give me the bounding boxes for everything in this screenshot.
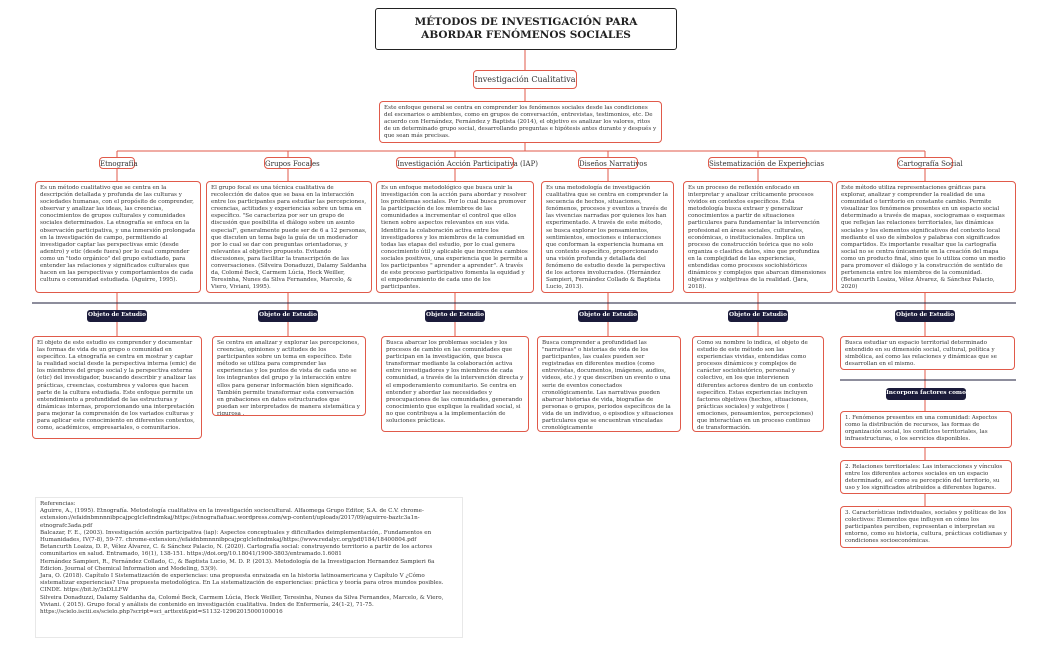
method-objective-etnografia: El objeto de este estudio es comprender y documentar las formas de vida de un grupo o comunidad en específico. La etnografía se centra en mostrar y captar la realidad social desde la perspectiva interna (emic) de los miembros del grupo social y la perspectiva externa (etic) del investigador, buscando describir y analizar las prácticas, creencias, costumbres y valores que hacen parte de la cultura estudiada. Este enfoque permite un entendimiento a profundidad de las estructuras y dinámicas internas, proporcionando una interpretación para mejorar la comprensión de los variados culturas y para aplicar este conocimiento en diferentes contextos, como, académicos, empresariales, o comunitarios. — [32, 336, 202, 439]
references-panel — [35, 497, 463, 638]
factor-item-3: 3. Características individuales, sociales y políticas de los colectivos: Elementos que influyen en cómo los participantes perciben, representan e interpretan su entorno, como su historia, cultura, prácticas cotidianas y condiciones socioeconómicas. — [840, 506, 1012, 548]
method-label-grupos-focales: Grupos Focales — [264, 157, 312, 169]
reference-item: Hernández Sampieri, R., Fernández Collado, C., & Baptista Lucio, M. D. P. (2013). Metodología de la Investigacion Hernandez Sampieri 6a Edicion. Journal of Chemical Information and Modeling, 53(9). — [40, 558, 435, 572]
page-title: MÉTODOS DE INVESTIGACIÓN PARA ABORDAR FENÓMENOS SOCIALES — [375, 8, 677, 50]
references-heading: Referencias: — [40, 501, 76, 507]
objective-badge-cartografia-social: Objeto de Estudio — [895, 310, 955, 322]
method-description-sistematizacion: Es un proceso de reflexión enfocado en interpretar y analizar críticamente procesos vividos en contextos específicos. Esta metodología busca extraer y generalizar conocimientos a partir de situaciones particulares para fundamentar la intervención profesional en áreas sociales, culturales, económicas, o institucionales. Implica un proceso de construcción teórica que no solo organiza o clasifica datos, sino que profundiza en la complejidad de las experiencias, entendidas como procesos sociohistóricos dinámicos y complejos que abarcan dimensiones objetivas y subjetivas de la realidad. (Jara, 2018). — [683, 181, 833, 293]
objective-badge-iap: Objeto de Estudio — [425, 310, 485, 322]
root-label: Investigación Cualitativa — [473, 70, 577, 89]
objective-badge-grupos-focales: Objeto de Estudio — [258, 310, 318, 322]
reference-item: Betancurth Loaiza, D. P., Vélez Álvarez, C. & Sánchez Palacio, N. (2020). Cartografía social: construyendo territorio a partir de los actores comunitarios en salud. Entramado, 16(1), 138-151. https://doi.org/10.18041/1900-3803/entramado.1.6081 — [40, 544, 433, 558]
method-description-cartografia-social: Este método utiliza representaciones gráficas para explorar, analizar y comprender la realidad de una comunidad o territorio en constante cambio. Permite visualizar los fenómenos presentes en un espacio social determinado a través de mapas, sociogramas o esquemas que reflejan las relaciones territoriales, las dinámicas sociales y los elementos significativos del contexto local mediante el uso de símbolos y palabras con significados compartidos. Es importante resaltar que la cartografía social no se centra únicamente en la creación del mapa como un producto final, sino que lo utiliza como un medio para promover el diálogo y la construcción de sentido de pertenencia entre los miembros de la comunidad. (Betancurth Loaiza, Vélez Álvarez, & Sánchez Palacio, 2020) — [836, 181, 1016, 293]
objective-badge-etnografia: Objeto de Estudio — [87, 310, 147, 322]
method-description-etnografia: Es un método cualitativo que se centra en la descripción detallada y profunda de las culturas y sociedades humanas, con el propósito de comprender, observar y analizar las ideas, las creencias, conocimientos de grupos culturales y comunidades sociales determinados. La etnografía se enfoca en la observación participativa, y una inmersión prolongada en la investigación de campo, permitiendo al investigador captar las perspectivas emic (desde adentro) y etic (desde fuera) por lo cual comprender como un "todo orgánico" del grupo estudiado, para entender las relaciones y significados culturales que hacen en las perspectivas y comportamientos de cada cultura o comunidad estudiada. (Aguirre, 1995). — [35, 181, 201, 293]
reference-item: Aguirre, A., (1995). Etnografía. Metodología cualitativa en la investigación sociocultural. Alfaomega Grupo Editor, S.A. de C.V. chrome-extension://efaidnbmnnnibpcajpcglclefindmkaj/https://etnografiafuac.wordpress.com/wp-content/uploads/2017/09/aguirre-baztc3a1n-etnografc3ada.pdf — [40, 508, 424, 529]
method-label-cartografia-social: Cartografía Social — [897, 157, 953, 169]
reference-item: Balcazar, F. E., (2003). Investigación acción participativa (iap): Aspectos conceptuales y dificultades deimplementación,. Fundamentos en Humanidades, IV(7-8), 59-77. chrome-extension://efaidnbmnnnibpcajpcglclefindmkaj/https://www.redalyc.org/pdf/184/18400804.pdf — [40, 529, 432, 544]
objective-badge-disenos-narrativos: Objeto de Estudio — [578, 310, 638, 322]
root-description: Este enfoque general se centra en comprender los fenómenos sociales desde las condiciones del escenarios o ambientes, como en grupos de conversación, entrevistas, testimonios, etc. De acuerdo con Hernández, Fernández y Baptista (2014), el objetivo es analizar los valores, ritos de un determinado grupo social, desarrollando preguntas e hipótesis antes durante y después y que sean más precisas. — [379, 101, 662, 143]
method-objective-grupos-focales: Se centra en analizar y explorar las percepciones, creencias, opiniones y actitudes de los participantes sobre un tema en específico. Este método se utiliza para comprender las experiencias y los puntos de vista de cada uno se los integrantes del grupo y la interacción entre ellos para generar información bien significado. También permite transformar esta conversación en grabaciones en datos estructurados que puedan ser interpretados de manera sistemática y rigurosa . — [212, 336, 366, 416]
method-description-grupos-focales: El grupo focal es una técnica cualitativa de recolección de datos que se basa en la interacción entre los participantes para estudiar las percepciones, creencias, actitudes y experiencias sobre un tema en específico. "Se caracteriza por ser un grupo de discusión que posibilita el diálogo sobre un asunto especial", generalmente puede ser de 6 a 12 personas, que discuten un tema bajo la guía de un moderador por lo cual se dar con preguntas orientadoras, y relevantes al objetivo propuesto. Evitando discusiones, para facilitar la transcripción de las conversaciones. (Silveira Donaduzzi, Dalamy Saldanha da, Colomé Beck, Carmem Lúcia, Heck Weiller, Teresinha, Nunes da Silva Fernandes, Marcelo, & Viero, Viviani, 1995). — [206, 181, 372, 293]
method-label-sistematizacion: Sistematización de Experiencias — [708, 157, 807, 169]
factor-item-2: 2. Relaciones territoriales: Las interacciones y vínculos entre los diferentes actores sociales en un espacio determinado, así como su percepción del territorio, su uso y los significados atribuidos a diferentes lugares. — [840, 460, 1012, 494]
factors-badge: Incorpora factores como — [886, 388, 966, 400]
method-objective-disenos-narrativos: Busca comprender a profundidad las "narrativas" o historias de vida de los participantes, las cuales pueden ser registradas en diferentes medios (como entrevistas, documentos, imágenes, audios, videos, etc.) y que describen un evento o una serie de eventos conectados cronológicamente. Las narrativas pueden abarcar historias de vida, biografías de personas o grupos, periodos específicos de la vida de un individuo, o episodios y situaciones particulares que se encuentran vinculadas cronológicamente — [537, 336, 681, 432]
method-description-disenos-narrativos: Es una metodología de investigación cualitativa que se centra en comprender la secuencia de hechos, situaciones, fenómenos, procesos y eventos a través de las vivencias narradas por quienes los han experimentado. A través de este método, se busca explorar los pensamientos, sentimientos, emociones e interacciones que conforman la experiencia humana en un contexto específico, proporcionando una visión profunda y detallada del fenómeno de estudio desde la perspectiva de los actores involucrados. (Hernández Sampieri, Fernández Collado & Baptista Lucio, 2013). — [541, 181, 674, 293]
reference-item: Jara, O. (2018). Capítulo I Sistematización de experiencias: una propuesta enraizada en la historia latinoamericana y Capítulo V ¿Cómo sistematizar experiencias? Una propuesta metodológica. En La sistematización de experiencias: práctica y teoría para otros mundos posibles. CINDE. https://bit.ly/3xDLLFW — [40, 573, 444, 594]
method-label-disenos-narrativos: Diseños Narrativos — [578, 157, 638, 169]
method-objective-sistematizacion: Como su nombre lo indica, el objeto de estudio de este método son las experiencias vividas, entendidas como procesos dinámicos y complejos de carácter sociohistórico, personal y colectivo, en los que intervienen diferentes actores dentro de un contexto específico. Estas experiencias incluyen factores objetivos (hechos, situaciones, prácticas sociales) y subjetivos ( emociones, pensamientos, percepciones) que interactúan en un proceso continuo de transformación. — [692, 336, 824, 432]
method-objective-iap: Busca abarcar los problemas sociales y los procesos de cambio en las comunidades que participan en la investigación, que busca transformar mediante la colaboración activa entre investigadores y los miembros de cada comunidad, a través de la intervención directa y el empoderamiento comunitario. Se centra en entender y abordar las necesidades y preocupaciones de las comunidades, generando conocimiento que explique la realidad social, si no que contribuya a la implementación de soluciones prácticas. — [381, 336, 529, 432]
method-objective-cartografia-social: Busca estudiar un espacio territorial determinado entendido en su dimensión social, cultural, política y simbólica, así como las relaciones y dinámicas que se desarrollan en el mismo. — [840, 336, 1015, 370]
method-label-etnografia: Etnografía — [99, 157, 135, 169]
method-label-iap: Investigación Acción Participativa (IAP) — [396, 157, 514, 169]
factor-item-1: 1. Fenómenos presentes en una comunidad: Aspectos como la distribución de recursos, las formas de organización social, los conflictos territoriales, las infraestructuras, o los servicios disponibles. — [840, 411, 1012, 448]
objective-badge-sistematizacion: Objeto de Estudio — [728, 310, 788, 322]
reference-item: Silveira Donaduzzi, Dalamy Saldanha da, Colomé Beck, Carmem Lúcia, Heck Weiller, Teresinha, Nunes da Silva Fernandes, Marcelo, & Viero, Viviani. ( 2015). Grupo focal y análisis de contenido en investigación cualitativa. Index de Enfermería, 24(1-2), 71-75. https://scielo.isciii.es/scielo.php?script=sci_arttext&pid=S1132-12962015000100016 — [40, 594, 444, 616]
method-description-iap: Es un enfoque metodológico que busca unir la investigación con la acción para abordar y resolver los problemas sociales. Por lo cual busca promover la participación de los miembros de las comunidades a incrementar el control que ellos tienen sobre aspectos relevantes en sus vida. Identifica la colaboración activa entre los investigadores y los miembros de la comunidad en todas las etapas del estudio, por lo cual genera conocimiento útil y aplicable que incentiva cambios sociales positivos, una experiencia que le permite a los participantes " aprender a aprender". A través de este proceso participativo fomenta la equidad y el empoderamiento de cada uno de los participantes. — [376, 181, 534, 293]
